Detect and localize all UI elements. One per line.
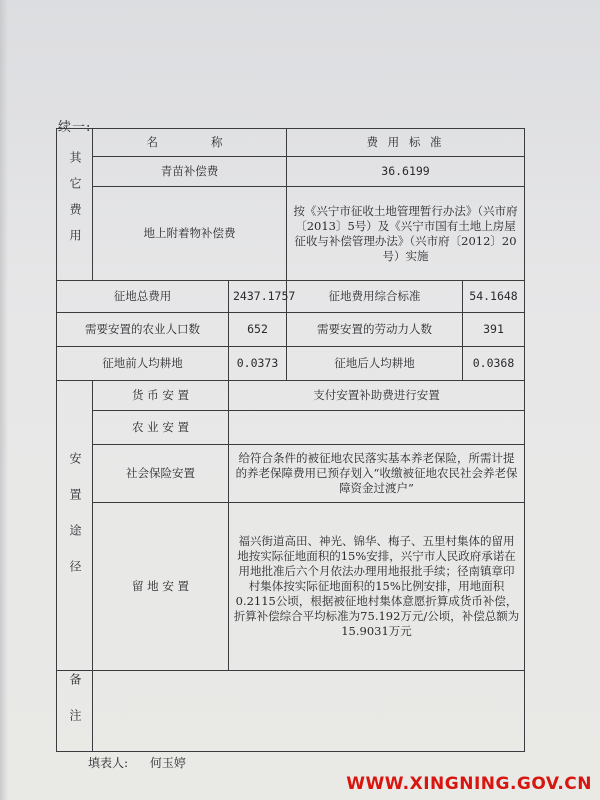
filler-label: 填表人: — [88, 756, 129, 770]
agri-label: 农 业 安 置 — [93, 411, 229, 445]
total-cost-value: 2437.1757 — [229, 281, 287, 313]
remarks-side-label: 备注 — [57, 671, 93, 752]
composite-value: 54.1648 — [463, 281, 525, 313]
after-value: 0.0368 — [463, 347, 525, 381]
seedling-value: 36.6199 — [287, 157, 525, 187]
site-watermark: WWW.XINGNING.GOV.CN — [346, 774, 592, 794]
compensation-table — [56, 128, 525, 752]
currency-value: 支付安置补助费进行安置 — [229, 381, 525, 411]
agri-value — [229, 411, 525, 445]
reserved-value: 福兴街道高田、神光、锦华、梅子、五里村集体的留用地按实际征地面积的15%安排，兴宁市人民政府承诺在用地批准后六个月依法办理用地报批手续；径南镇章印村集体按实际征地面积的15%比例安排，用地面积0.2115公顷，根据被征地村集体意愿折算成货币补偿，折算补偿综合平均标准为75.192万元/公顷，补偿总额为15.9031万元 — [229, 503, 525, 671]
filler-name: 何玉婷 — [149, 756, 186, 770]
remarks-value — [93, 671, 525, 752]
social-label: 社会保险安置 — [93, 445, 229, 503]
social-value: 给符合条件的被征地农民落实基本养老保险，所需计提的养老保障费用已预存划入“收缴被征地农民社会养老保障资金过渡户” — [229, 445, 525, 503]
other-fees-side-label: 其它费用 — [57, 129, 93, 281]
page-shadow — [0, 0, 8, 800]
header-standard: 费 用 标 准 — [287, 129, 525, 157]
attachment-label: 地上附着物补偿费 — [93, 187, 287, 281]
resettlement-side-label: 安置途径 — [57, 381, 93, 671]
continuation-label: 续一: — [58, 120, 92, 135]
seedling-label: 青苗补偿费 — [93, 157, 287, 187]
labor-value: 391 — [463, 313, 525, 347]
ag-pop-label: 需要安置的农业人口数 — [57, 313, 229, 347]
attachment-value: 按《兴宁市征收土地管理暂行办法》（兴市府〔2013〕5号）及《兴宁市国有土地上房屋征收与补偿管理办法》（兴市府〔2012〕20号）实施 — [287, 187, 525, 281]
before-label: 征地前人均耕地 — [57, 347, 229, 381]
currency-label: 货 币 安 置 — [93, 381, 229, 411]
filler-line — [88, 754, 186, 771]
total-cost-label: 征地总费用 — [57, 281, 229, 313]
reserved-label: 留 地 安 置 — [93, 503, 229, 671]
before-value: 0.0373 — [229, 347, 287, 381]
header-name: 名 称 — [93, 129, 287, 157]
ag-pop-value: 652 — [229, 313, 287, 347]
labor-label: 需要安置的劳动力人数 — [287, 313, 463, 347]
after-label: 征地后人均耕地 — [287, 347, 463, 381]
composite-label: 征地费用综合标准 — [287, 281, 463, 313]
